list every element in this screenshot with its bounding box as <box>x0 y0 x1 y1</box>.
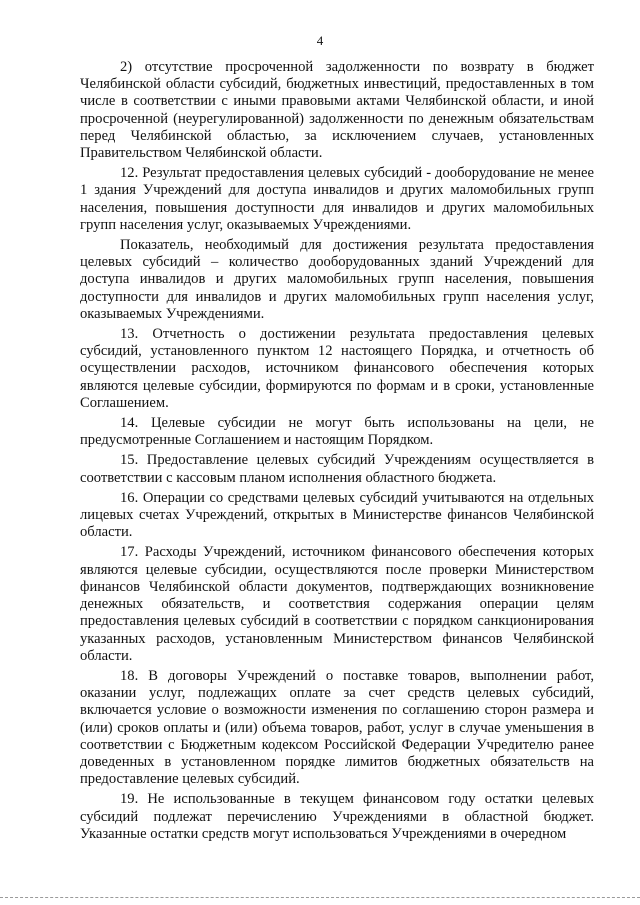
paragraph-12: 12. Результат предоставления целевых субсидий - дооборудование не менее 1 здания Учреждений для доступа инвалидов и других маломобильных групп населения, повышения доступности для инвалидов и других маломобильных групп населения услуг, оказываемых Учреждениями. <box>80 165 594 233</box>
paragraph-18: 18. В договоры Учреждений о поставке товаров, выполнении работ, оказании услуг, подлежащих оплате за счет средств целевых субсидий, включается условие о возможности изменения по соглашению сторон размера и (или) сроков оплаты и (или) объема товаров, работ, услуг в случае уменьшения в соответствии с Бюджетным кодексом Российской Федерации Учредителю ранее доведенных в установленном порядке лимитов бюджетных обязательств на предоставление целевых субсидий. <box>80 667 594 788</box>
paragraph-15: 15. Предоставление целевых субсидий Учреждениям осуществляется в соответствии с кассовым планом исполнения областного бюджета. <box>80 452 594 486</box>
paragraph-16: 16. Операции со средствами целевых субсидий учитываются на отдельных лицевых счетах Учреждений, открытых в Министерстве финансов Челябинской области. <box>80 489 594 541</box>
document-body <box>80 59 594 846</box>
paragraph-17: 17. Расходы Учреждений, источником финансового обеспечения которых являются целевые субсидии, осуществляются после проверки Министерством финансов Челябинской области документов, подтверждающих возникновение денежных обязательств, и соответствия содержания операции целям предоставления целевых субсидий в соответствии с порядком санкционирования указанных расходов, установленным Министерством финансов Челябинской области. <box>80 544 594 664</box>
paragraph-indicator: Показатель, необходимый для достижения результата предоставления целевых субсидий – количество дооборудованных зданий Учреждений для доступа инвалидов и других маломобильных групп населения, повышения доступности для инвалидов и других маломобильных групп населения услуг, оказываемых Учреждениями. <box>80 237 594 322</box>
paragraph-14: 14. Целевые субсидии не могут быть использованы на цели, не предусмотренные Соглашением и настоящим Порядком. <box>80 415 594 449</box>
paragraph-13: 13. Отчетность о достижении результата предоставления целевых субсидий, установленного пунктом 12 настоящего Порядка, и отчетность об осуществлении расходов, источником финансового обеспечения которых являются целевые субсидии, формируются по формам и в сроки, установленные Соглашением. <box>80 326 594 411</box>
paragraph-item-2: 2) отсутствие просроченной задолженности по возврату в бюджет Челябинской области субсидий, бюджетных инвестиций, предоставленных в том числе в соответствии с иными правовыми актами Челябинской области, и иной просроченной (неурегулированной) задолженности по денежным обязательствам перед Челябинской областью, за исключением случаев, установленных Правительством Челябинской области. <box>80 59 594 162</box>
page-bottom-edge <box>0 897 640 898</box>
page-number: 4 <box>316 33 324 48</box>
paragraph-19: 19. Не использованные в текущем финансовом году остатки целевых субсидий подлежат перечислению Учреждениями в областной бюджет. Указанные остатки средств могут использоваться Учреждениями в очередном <box>80 791 594 842</box>
